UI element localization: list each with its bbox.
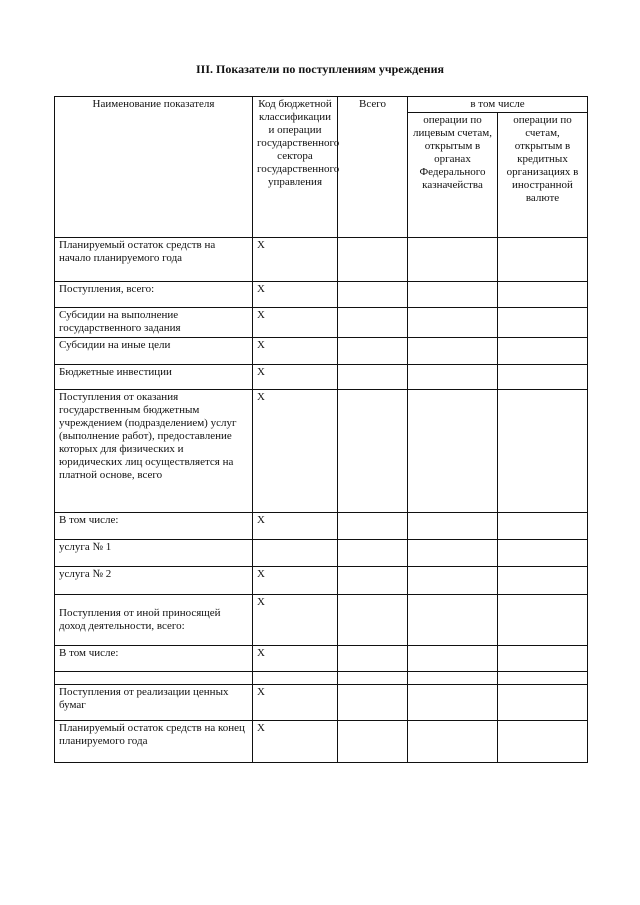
row-indicator-name: Субсидии на выполнение государственного задания bbox=[55, 308, 253, 338]
row-credit-accounts-cell bbox=[498, 595, 588, 646]
row-indicator-name: Поступления от оказания государственным бюджетным учреждением (подразделением) услуг (выполнение работ), предоставление которых для физических и юридических лиц осуществляется на платной основе, всего bbox=[55, 390, 253, 513]
row-code-cell: X bbox=[253, 567, 338, 595]
row-personal-accounts-cell bbox=[408, 595, 498, 646]
row-code-cell: X bbox=[253, 646, 338, 672]
row-credit-accounts-cell bbox=[498, 365, 588, 390]
row-code-cell: X bbox=[253, 308, 338, 338]
row-indicator-name: Поступления от иной приносящей доход деятельности, всего: bbox=[55, 595, 253, 646]
row-total-cell bbox=[338, 567, 408, 595]
header-code: Код бюджетной классификации и операции государственного сектора государственного управления bbox=[253, 97, 338, 238]
row-indicator-name: Бюджетные инвестиции bbox=[55, 365, 253, 390]
table-row bbox=[55, 238, 588, 282]
row-credit-accounts-cell bbox=[498, 513, 588, 540]
row-personal-accounts-cell bbox=[408, 513, 498, 540]
row-indicator-name: Планируемый остаток средств на начало планируемого года bbox=[55, 238, 253, 282]
row-indicator-name: В том числе: bbox=[55, 513, 253, 540]
row-code-cell: X bbox=[253, 513, 338, 540]
row-personal-accounts-cell bbox=[408, 308, 498, 338]
row-code-cell: X bbox=[253, 595, 338, 646]
table-row bbox=[55, 540, 588, 567]
header-total: Всего bbox=[338, 97, 408, 238]
row-personal-accounts-cell bbox=[408, 338, 498, 365]
row-total-cell bbox=[338, 238, 408, 282]
table-row bbox=[55, 513, 588, 540]
table-row bbox=[55, 646, 588, 672]
table-row bbox=[55, 685, 588, 721]
row-credit-accounts-cell bbox=[498, 338, 588, 365]
header-credit-accounts: операции по счетам, открытым в кредитных организациях в иностранной валюте bbox=[498, 113, 588, 238]
row-total-cell bbox=[338, 338, 408, 365]
table-row bbox=[55, 282, 588, 308]
row-total-cell bbox=[338, 646, 408, 672]
row-personal-accounts-cell bbox=[408, 685, 498, 721]
row-personal-accounts-cell bbox=[408, 365, 498, 390]
row-code-cell: X bbox=[253, 390, 338, 513]
table-row bbox=[55, 567, 588, 595]
row-credit-accounts-cell bbox=[498, 646, 588, 672]
row-total-cell bbox=[338, 685, 408, 721]
row-indicator-name: Поступления, всего: bbox=[55, 282, 253, 308]
receipts-table bbox=[54, 96, 588, 763]
row-total-cell bbox=[338, 282, 408, 308]
header-personal-accounts: операции по лицевым счетам, открытым в органах Федерального казначейства bbox=[408, 113, 498, 238]
row-personal-accounts-cell bbox=[408, 672, 498, 685]
table-row bbox=[55, 338, 588, 365]
row-total-cell bbox=[338, 390, 408, 513]
row-total-cell bbox=[338, 365, 408, 390]
row-personal-accounts-cell bbox=[408, 390, 498, 513]
header-name: Наименование показателя bbox=[55, 97, 253, 238]
row-credit-accounts-cell bbox=[498, 282, 588, 308]
row-indicator-name: Субсидии на иные цели bbox=[55, 338, 253, 365]
row-personal-accounts-cell bbox=[408, 567, 498, 595]
row-code-cell bbox=[253, 672, 338, 685]
table-row bbox=[55, 595, 588, 646]
row-code-cell: X bbox=[253, 365, 338, 390]
row-credit-accounts-cell bbox=[498, 308, 588, 338]
row-code-cell bbox=[253, 540, 338, 567]
row-total-cell bbox=[338, 308, 408, 338]
row-indicator-name: услуга № 2 bbox=[55, 567, 253, 595]
row-code-cell: X bbox=[253, 338, 338, 365]
table-row bbox=[55, 721, 588, 763]
row-credit-accounts-cell bbox=[498, 721, 588, 763]
row-credit-accounts-cell bbox=[498, 672, 588, 685]
row-total-cell bbox=[338, 721, 408, 763]
table-row bbox=[55, 390, 588, 513]
row-indicator-name: В том числе: bbox=[55, 646, 253, 672]
row-personal-accounts-cell bbox=[408, 282, 498, 308]
table-row bbox=[55, 365, 588, 390]
row-indicator-name: Планируемый остаток средств на конец планируемого года bbox=[55, 721, 253, 763]
row-indicator-name: услуга № 1 bbox=[55, 540, 253, 567]
row-code-cell: X bbox=[253, 721, 338, 763]
row-total-cell bbox=[338, 513, 408, 540]
row-total-cell bbox=[338, 595, 408, 646]
table-row bbox=[55, 308, 588, 338]
row-total-cell bbox=[338, 672, 408, 685]
row-personal-accounts-cell bbox=[408, 540, 498, 567]
row-personal-accounts-cell bbox=[408, 238, 498, 282]
row-indicator-name: Поступления от реализации ценных бумаг bbox=[55, 685, 253, 721]
row-indicator-name bbox=[55, 672, 253, 685]
row-credit-accounts-cell bbox=[498, 685, 588, 721]
header-including: в том числе bbox=[408, 97, 588, 113]
row-credit-accounts-cell bbox=[498, 238, 588, 282]
row-code-cell: X bbox=[253, 238, 338, 282]
row-total-cell bbox=[338, 540, 408, 567]
row-personal-accounts-cell bbox=[408, 721, 498, 763]
row-credit-accounts-cell bbox=[498, 567, 588, 595]
row-credit-accounts-cell bbox=[498, 390, 588, 513]
page-title: III. Показатели по поступлениям учреждения bbox=[196, 62, 444, 76]
row-credit-accounts-cell bbox=[498, 540, 588, 567]
row-code-cell: X bbox=[253, 685, 338, 721]
table-row bbox=[55, 672, 588, 685]
row-personal-accounts-cell bbox=[408, 646, 498, 672]
row-code-cell: X bbox=[253, 282, 338, 308]
